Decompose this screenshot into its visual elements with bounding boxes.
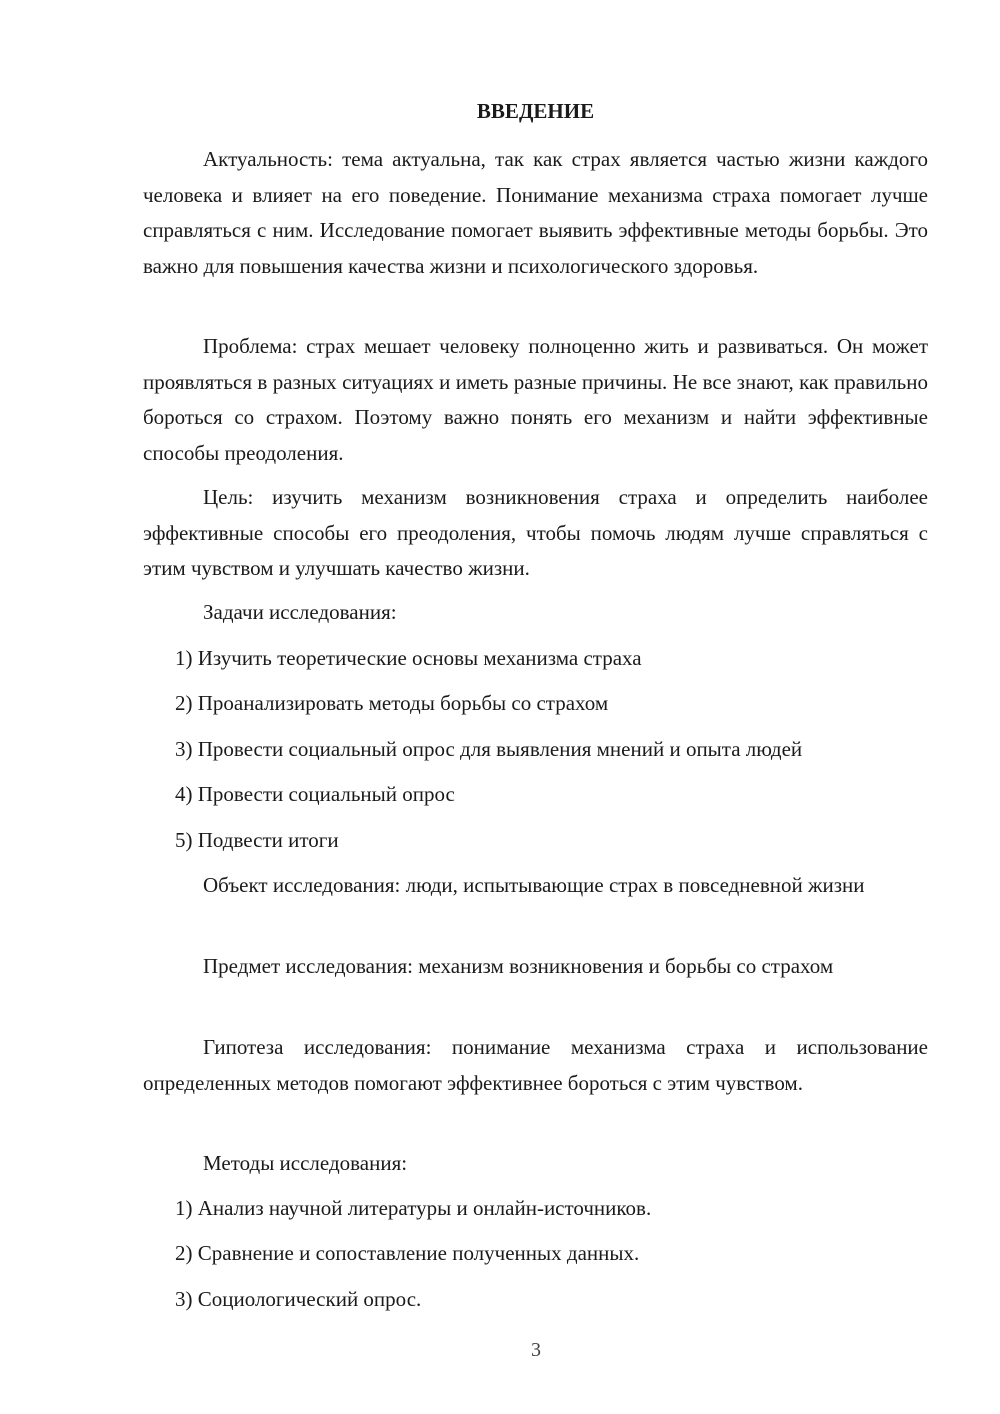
page-title: ВВЕДЕНИЕ <box>476 99 595 123</box>
task-item: 2) Проанализировать методы борьбы со страхом <box>175 691 609 715</box>
method-item: 2) Сравнение и сопоставление полученных данных. <box>175 1241 640 1265</box>
task-item: 5) Подвести итоги <box>175 828 339 852</box>
paragraph-subject: Предмет исследования: механизм возникновения и борьбы со страхом <box>203 954 834 978</box>
task-item: 1) Изучить теоретические основы механизма страха <box>175 646 642 670</box>
methods-label: Методы исследования: <box>203 1151 408 1175</box>
task-item: 3) Провести социальный опрос для выявления мнений и опыта людей <box>175 737 803 761</box>
paragraph-relevance: Актуальность: тема актуальна, так как страх является частью жизни каждого человека и влияет на его поведение. Понимание механизма страха помогает лучше справляться с ним. Исследование помогает выявить эффективные методы борьбы. Это важно для повышения качества жизни и психологического здоровья. <box>143 147 928 278</box>
method-item: 3) Социологический опрос. <box>175 1287 422 1311</box>
task-item: 4) Провести социальный опрос <box>175 782 455 806</box>
page-number: 3 <box>531 1339 541 1361</box>
tasks-label: Задачи исследования: <box>203 600 397 624</box>
paragraph-problem: Проблема: страх мешает человеку полноценно жить и развиваться. Он может проявляться в разных ситуациях и иметь разные причины. Не все знают, как правильно бороться со страхом. Поэтому важно понять его механизм и найти эффективные способы преодоления. <box>143 334 928 465</box>
paragraph-hypothesis: Гипотеза исследования: понимание механизма страха и использование определенных методов помогают эффективнее бороться с этим чувством. <box>143 1035 928 1095</box>
method-item: 1) Анализ научной литературы и онлайн-источников. <box>175 1196 652 1220</box>
paragraph-object: Объект исследования: люди, испытывающие страх в повседневной жизни <box>203 873 865 897</box>
paragraph-goal: Цель: изучить механизм возникновения страха и определить наиболее эффективные способы его преодоления, чтобы помочь людям лучше справляться с этим чувством и улучшать качество жизни. <box>143 485 928 580</box>
